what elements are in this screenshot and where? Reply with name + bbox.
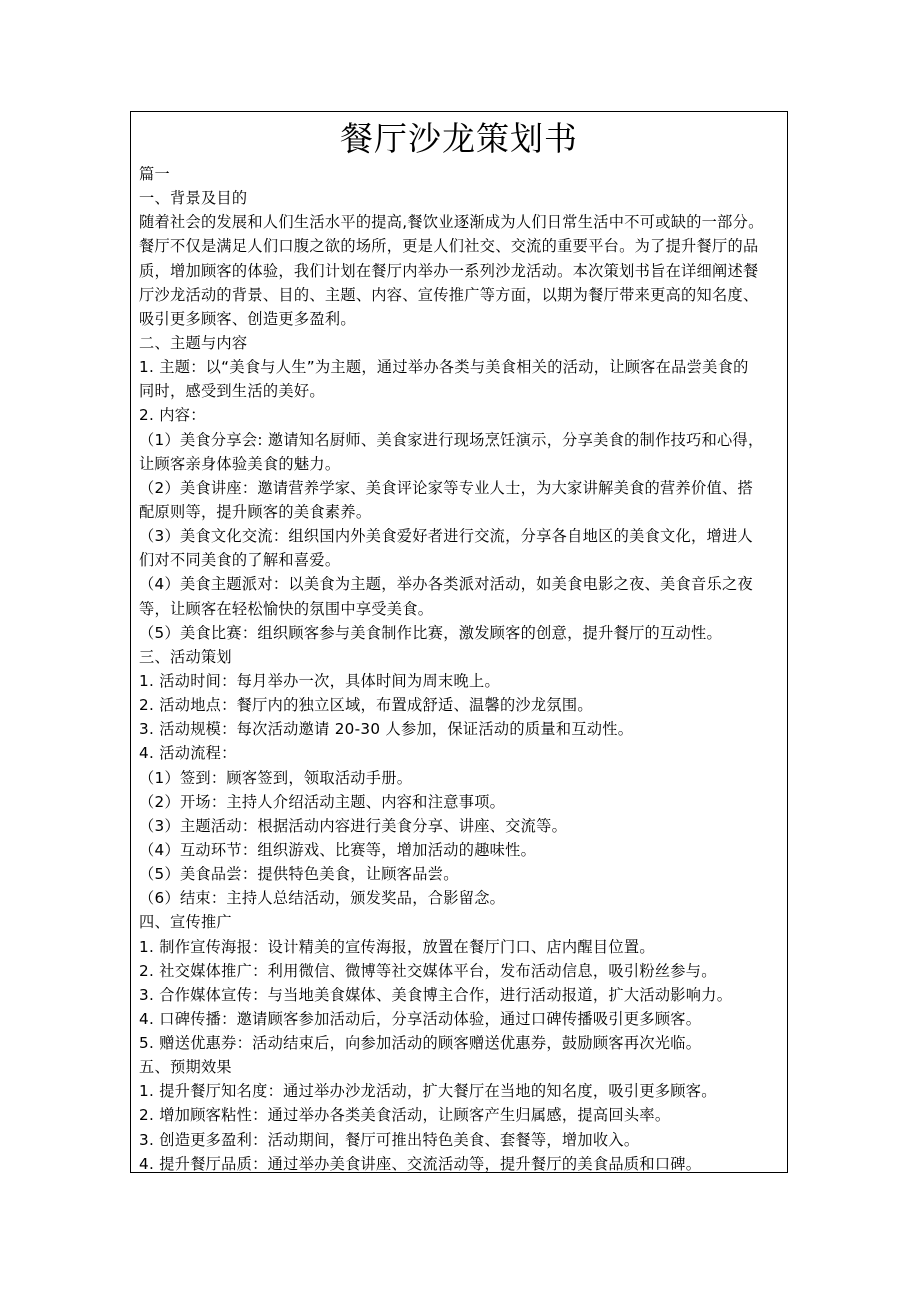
text-line: 等，让顾客在轻松愉快的氛围中享受美食。 [139, 599, 434, 618]
text-line: 吸引更多顾客、创造更多盈利。 [139, 309, 356, 328]
text-line: 三、活动策划 [139, 647, 232, 666]
text-line: 餐厅不仅是满足人们口腹之欲的场所，更是人们社交、交流的重要平台。为了提升餐厅的品 [139, 237, 759, 256]
text-line: 同时，感受到生活的美好。 [139, 382, 325, 401]
text-line: 1. 主题：以“美食与人生”为主题，通过举办各类与美食相关的活动，让顾客在品尝美食的 [139, 358, 749, 377]
text-line: 3. 活动规模：每次活动邀请 20-30 人参加，保证活动的质量和互动性。 [139, 720, 634, 739]
text-line: 4. 活动流程： [139, 744, 237, 763]
text-line: 1. 提升餐厅知名度：通过举办沙龙活动，扩大餐厅在当地的知名度，吸引更多顾客。 [139, 1082, 717, 1101]
text-line: 2. 内容： [139, 406, 206, 425]
text-line: 一、背景及目的 [139, 189, 248, 208]
text-line: 让顾客亲身体验美食的魅力。 [139, 454, 341, 473]
text-line: 2. 活动地点：餐厅内的独立区域，布置成舒适、温馨的沙龙氛围。 [139, 696, 593, 715]
document-body [131, 162, 787, 1176]
text-line: 1. 制作宣传海报：设计精美的宣传海报，放置在餐厅门口、店内醒目位置。 [139, 937, 655, 956]
text-line: 配原则等，提升顾客的美食素养。 [139, 502, 372, 521]
text-line: （4）互动环节：组织游戏、比赛等，增加活动的趣味性。 [139, 840, 537, 859]
text-line: 篇一 [139, 165, 170, 183]
text-line: （5）美食比赛：组织顾客参与美食制作比赛，激发顾客的创意，提升餐厅的互动性。 [139, 623, 722, 642]
text-line: 2. 社交媒体推广：利用微信、微博等社交媒体平台，发布活动信息，吸引粉丝参与。 [139, 961, 717, 980]
text-line: （6）结束：主持人总结活动，颁发奖品，合影留念。 [139, 889, 506, 908]
text-line: （1）签到：顾客签到，领取活动手册。 [139, 768, 413, 787]
text-line: 二、主题与内容 [139, 333, 248, 352]
text-line: （1）美食分享会: 邀请知名厨师、美食家进行现场烹饪演示，分享美食的制作技巧和心得， [139, 430, 764, 449]
text-line: 3. 创造更多盈利：活动期间，餐厅可推出特色美食、套餐等，增加收入。 [139, 1130, 640, 1149]
text-line: （4）美食主题派对：以美食为主题，举办各类派对活动，如美食电影之夜、美食音乐之夜 [139, 575, 753, 594]
text-line: 1. 活动时间：每月举办一次，具体时间为周末晚上。 [139, 671, 500, 690]
document-title: 餐厅沙龙策划书 [340, 119, 578, 158]
text-line: 3. 合作媒体宣传：与当地美食媒体、美食博主合作，进行活动报道，扩大活动影响力。 [139, 985, 733, 1004]
text-line: （2）美食讲座：邀请营养学家、美食评论家等专业人士，为大家讲解美食的营养价值、搭 [139, 478, 753, 497]
text-line: （3）美食文化交流：组织国内外美食爱好者进行交流，分享各自地区的美食文化，增进人 [139, 527, 753, 546]
document-frame [130, 111, 788, 1173]
text-line: 们对不同美食的了解和喜爱。 [139, 551, 341, 570]
text-line: 4. 口碑传播：邀请顾客参加活动后，分享活动体验，通过口碑传播吸引更多顾客。 [139, 1009, 702, 1028]
text-line: 五、预期效果 [139, 1058, 232, 1077]
text-line: 4. 提升餐厅品质：通过举办美食讲座、交流活动等，提升餐厅的美食品质和口碑。 [139, 1154, 702, 1173]
text-line: 质，增加顾客的体验，我们计划在餐厅内举办一系列沙龙活动。本次策划书旨在详细阐述餐 [139, 261, 759, 280]
text-line: 5. 赠送优惠券：活动结束后，向参加活动的顾客赠送优惠券，鼓励顾客再次光临。 [139, 1034, 702, 1053]
text-line: 四、宣传推广 [139, 913, 232, 932]
text-line: （2）开场：主持人介绍活动主题、内容和注意事项。 [139, 792, 506, 811]
text-line: （5）美食品尝：提供特色美食，让顾客品尝。 [139, 865, 459, 884]
text-line: 厅沙龙活动的背景、目的、主题、内容、宣传推广等方面，以期为餐厅带来更高的知名度、 [139, 285, 759, 304]
text-line: 2. 增加顾客粘性：通过举办各类美食活动，让顾客产生归属感，提高回头率。 [139, 1106, 671, 1125]
text-line: 随着社会的发展和人们生活水平的提高,餐饮业逐渐成为人们日常生活中不可或缺的一部分。 [139, 213, 764, 232]
text-line: （3）主题活动：根据活动内容进行美食分享、讲座、交流等。 [139, 816, 568, 835]
